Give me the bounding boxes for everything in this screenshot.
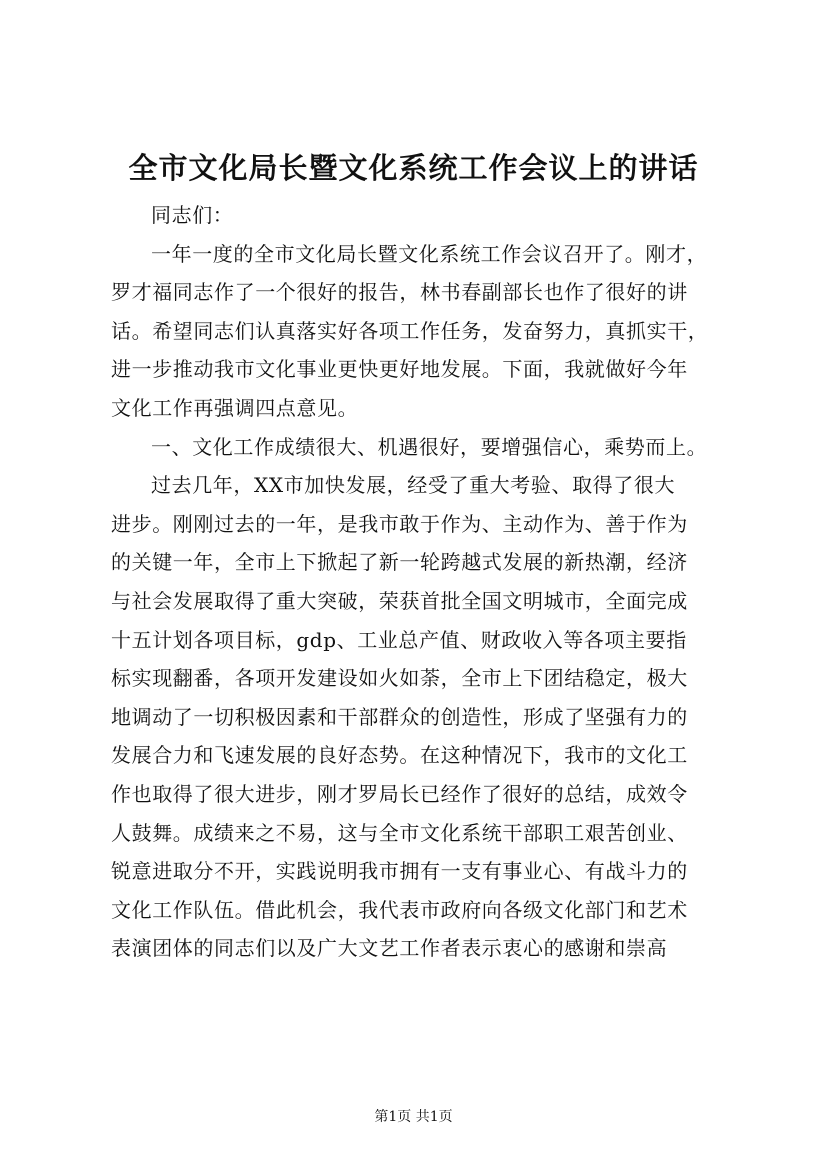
paragraph-line: 罗才福同志作了一个很好的报告，林书春副部长也作了很好的讲: [111, 280, 688, 305]
paragraph-line: 一、文化工作成绩很大、机遇很好，要增强信心，乘势而上。: [151, 434, 708, 459]
document-title: 全市文化局长暨文化系统工作会议上的讲话: [128, 151, 699, 185]
page-footer: 第1页 共1页: [374, 1109, 453, 1125]
paragraph-line: 过去几年，XX市加快发展，经受了重大考验、取得了很大: [151, 473, 676, 498]
document-body: [111, 196, 716, 968]
paragraph-line: 与社会发展取得了重大突破，荣获首批全国文明城市，全面完成: [111, 588, 688, 613]
paragraph-line: 话。希望同志们认真落实好各项工作任务，发奋努力，真抓实干，: [111, 318, 709, 343]
paragraph-line: 地调动了一切积极因素和干部群众的创造性，形成了坚强有力的: [111, 704, 688, 729]
paragraph-line: 十五计划各项目标，gdp、工业总产值、财政收入等各项主要指: [111, 627, 687, 652]
paragraph-line: 进一步推动我市文化事业更快更好地发展。下面，我就做好今年: [111, 357, 688, 382]
paragraph-line: 文化工作队伍。借此机会，我代表市政府向各级文化部门和艺术: [111, 897, 688, 922]
paragraph-line: 作也取得了很大进步，刚才罗局长已经作了很好的总结，成效令: [111, 781, 688, 806]
paragraph-line: 人鼓舞。成绩来之不易，这与全市文化系统干部职工艰苦创业、: [111, 820, 688, 845]
paragraph-line: 锐意进取分不开，实践说明我市拥有一支有事业心、有战斗力的: [111, 859, 688, 884]
paragraph-line: 一年一度的全市文化局长暨文化系统工作会议召开了。刚才，: [151, 241, 708, 266]
paragraph-line: 发展合力和飞速发展的良好态势。在这种情况下，我市的文化工: [111, 743, 688, 768]
paragraph-line: 同志们：: [151, 203, 234, 227]
paragraph-line: 文化工作再强调四点意见。: [111, 395, 359, 420]
paragraph-line: 标实现翻番，各项开发建设如火如荼，全市上下团结稳定，极大: [111, 666, 688, 691]
paragraph-line: 进步。刚刚过去的一年，是我市敢于作为、主动作为、善于作为: [111, 511, 688, 536]
paragraph-line: 表演团体的同志们以及广大文艺工作者表示衷心的感谢和崇高: [111, 936, 668, 961]
paragraph-line: 的关键一年，全市上下掀起了新一轮跨越式发展的新热潮，经济: [111, 550, 688, 575]
